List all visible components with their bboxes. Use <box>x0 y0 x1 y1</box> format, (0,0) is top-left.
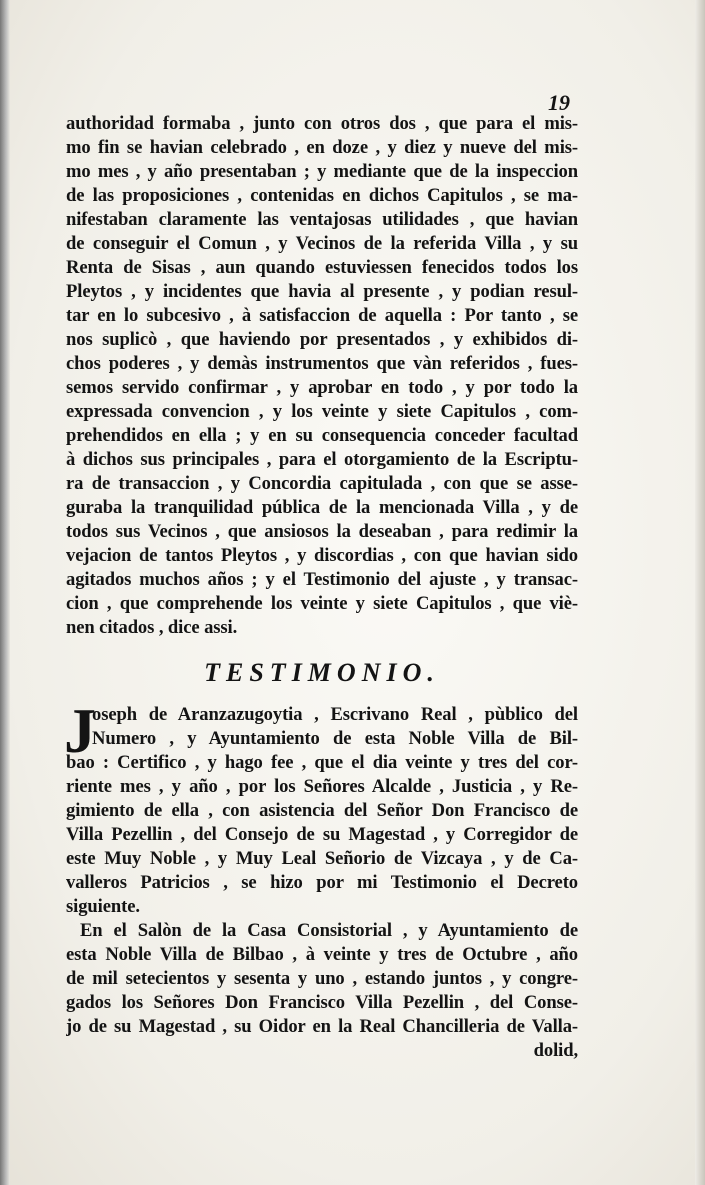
text-line: Pleytos , y incidentes que havia al presente , y podian resul- <box>66 281 578 302</box>
text-line: mo mes , y año presentaban ; y mediante que de la inspeccion <box>66 161 578 182</box>
catchword: dolid, <box>533 1040 578 1061</box>
text-line: jo de su Magestad , su Oidor en la Real Chancilleria de Valla- <box>66 1016 578 1037</box>
text-line: semos servido confirmar , y aprobar en todo , y por todo la <box>66 377 578 398</box>
book-spine-shadow <box>0 0 10 1185</box>
text-line: Numero , y Ayuntamiento de esta Noble Villa de Bil- <box>92 728 578 749</box>
text-line: à dichos sus principales , para el otorgamiento de la Escriptu- <box>66 449 578 470</box>
text-line: expressada convencion , y los veinte y siete Capitulos , com- <box>66 401 578 422</box>
text-line: gimiento de ella , con asistencia del Señor Don Francisco de <box>66 800 578 821</box>
text-line: este Muy Noble , y Muy Leal Señorio de Vizcaya , y de Ca- <box>66 848 578 869</box>
text-line: Villa Pezellin , del Consejo de su Magestad , y Corregidor de <box>66 824 578 845</box>
text-line: Renta de Sisas , aun quando estuviessen fenecidos todos los <box>66 257 578 278</box>
text-line: chos poderes , y demàs instrumentos que vàn referidos , fues- <box>66 353 578 374</box>
text-line: valleros Patricios , se hizo por mi Testimonio el Decreto <box>66 872 578 893</box>
paragraph-2 <box>64 695 578 1063</box>
text-line: de conseguir el Comun , y Vecinos de la referida Villa , y su <box>66 233 578 254</box>
drop-cap: J <box>64 695 96 766</box>
text-line: de mil setecientos y sesenta y uno , estando juntos , y congre- <box>66 968 578 989</box>
text-line: nifestaban claramente las ventajosas utilidades , que havian <box>66 209 578 230</box>
text-line: oseph de Aranzazugoytia , Escrivano Real , pùblico del <box>92 704 578 725</box>
text-line: siguiente. <box>66 896 140 917</box>
section-heading: TESTIMONIO. <box>204 658 440 687</box>
text-line: vejacion de tantos Pleytos , y discordias , con que havian sido <box>66 545 578 566</box>
page-edge <box>695 0 705 1185</box>
text-line: mo fin se havian celebrado , en doze , y diez y nueve del mis- <box>66 137 578 158</box>
text-line: nos suplicò , que haviendo por presentados , y exhibidos di- <box>66 329 578 350</box>
text-line: bao : Certifico , y hago fee , que el dia veinte y tres del cor- <box>66 752 578 773</box>
text-line: esta Noble Villa de Bilbao , à veinte y tres de Octubre , año <box>66 944 578 965</box>
text-line: gados los Señores Don Francisco Villa Pezellin , del Conse- <box>66 992 578 1013</box>
text-line: ra de transaccion , y Concordia capitulada , con que se asse- <box>66 473 578 494</box>
page-number: 19 <box>548 90 570 115</box>
text-line: agitados muchos años ; y el Testimonio del ajuste , y transac- <box>66 569 578 590</box>
text-line: nen citados , dice assi. <box>66 617 238 638</box>
text-line: guraba la tranquilidad pública de la mencionada Villa , y de <box>66 497 578 518</box>
text-line: prehendidos en ella ; y en su consequencia conceder facultad <box>66 425 578 446</box>
text-line: authoridad formaba , junto con otros dos , que para el mis- <box>66 113 578 134</box>
text-line: cion , que comprehende los veinte y siete Capitulos , que viè- <box>66 593 578 614</box>
text-line: En el Salòn de la Casa Consistorial , y Ayuntamiento de <box>80 920 578 941</box>
text-line: de las proposiciones , contenidas en dichos Capitulos , se ma- <box>66 185 578 206</box>
text-line: riente mes , y año , por los Señores Alcalde , Justicia , y Re- <box>66 776 578 797</box>
paragraph-1 <box>66 112 578 640</box>
text-line: tar en lo subcesivo , à satisfaccion de aquella : Por tanto , se <box>66 305 578 326</box>
text-line: todos sus Vecinos , que ansiosos la deseaban , para redimir la <box>66 521 578 542</box>
